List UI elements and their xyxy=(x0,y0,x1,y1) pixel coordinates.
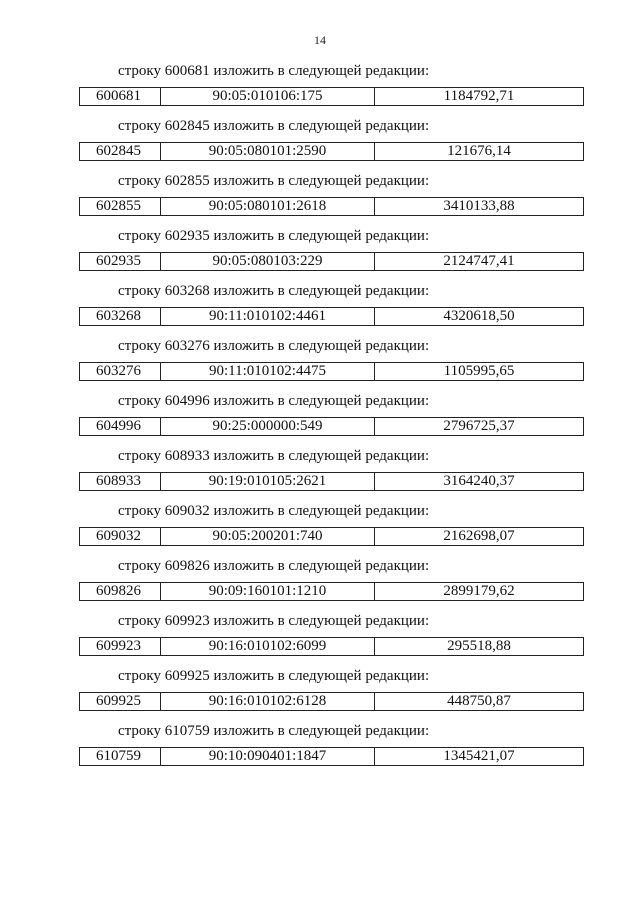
cadastral-number-cell: 90:10:090401:1847 xyxy=(161,748,375,765)
amendment-entry xyxy=(0,608,640,663)
cadastral-value-cell: 121676,14 xyxy=(447,143,511,159)
row-number-cell: 602855 xyxy=(80,198,161,215)
amendment-instruction: строку 610759 изложить в следующей редакции: xyxy=(118,723,430,739)
cadastral-value-cell: 3164240,37 xyxy=(443,473,515,489)
amendment-list xyxy=(0,58,640,773)
amendment-entry xyxy=(0,278,640,333)
table-row xyxy=(79,582,584,601)
row-number-cell: 609923 xyxy=(80,638,161,655)
cadastral-value-cell: 1184792,71 xyxy=(443,88,515,104)
amendment-instruction: строку 602855 изложить в следующей редакции: xyxy=(118,173,430,189)
amendment-instruction: строку 603268 изложить в следующей редакции: xyxy=(118,283,430,299)
row-number-cell: 609925 xyxy=(80,693,161,710)
cadastral-number-cell: 90:05:010106:175 xyxy=(161,88,375,105)
cadastral-value-cell: 2899179,62 xyxy=(443,583,515,599)
table-row xyxy=(79,472,584,491)
cadastral-number-cell: 90:09:160101:1210 xyxy=(161,583,375,600)
cadastral-value-cell: 1345421,07 xyxy=(443,748,515,764)
table-row xyxy=(79,197,584,216)
cadastral-value-cell: 1105995,65 xyxy=(443,363,515,379)
row-number-cell: 608933 xyxy=(80,473,161,490)
cadastral-number-cell: 90:11:010102:4461 xyxy=(161,308,375,325)
amendment-instruction: строку 608933 изложить в следующей редакции: xyxy=(118,448,430,464)
cadastral-value-cell: 3410133,88 xyxy=(443,198,515,214)
amendment-entry xyxy=(0,388,640,443)
cadastral-value-cell: 295518,88 xyxy=(447,638,511,654)
table-row xyxy=(79,747,584,766)
cadastral-value-cell: 2796725,37 xyxy=(443,418,515,434)
row-number-cell: 603276 xyxy=(80,363,161,380)
row-number-cell: 610759 xyxy=(80,748,161,765)
amendment-instruction: строку 602845 изложить в следующей редакции: xyxy=(118,118,430,134)
amendment-instruction: строку 609923 изложить в следующей редакции: xyxy=(118,613,430,629)
cadastral-value-cell: 4320618,50 xyxy=(443,308,515,324)
cadastral-number-cell: 90:05:200201:740 xyxy=(161,528,375,545)
amendment-entry xyxy=(0,498,640,553)
table-row xyxy=(79,87,584,106)
amendment-instruction: строку 609925 изложить в следующей редакции: xyxy=(118,668,430,684)
amendment-instruction: строку 602935 изложить в следующей редакции: xyxy=(118,228,430,244)
amendment-instruction: строку 609826 изложить в следующей редакции: xyxy=(118,558,430,574)
cadastral-number-cell: 90:05:080103:229 xyxy=(161,253,375,270)
amendment-entry xyxy=(0,443,640,498)
cadastral-value-cell: 448750,87 xyxy=(447,693,511,709)
table-row xyxy=(79,142,584,161)
amendment-instruction: строку 600681 изложить в следующей редакции: xyxy=(118,63,430,79)
amendment-entry xyxy=(0,718,640,773)
amendment-instruction: строку 604996 изложить в следующей редакции: xyxy=(118,393,430,409)
amendment-entry xyxy=(0,333,640,388)
amendment-entry xyxy=(0,223,640,278)
table-row xyxy=(79,692,584,711)
amendment-instruction: строку 609032 изложить в следующей редакции: xyxy=(118,503,430,519)
cadastral-number-cell: 90:16:010102:6099 xyxy=(161,638,375,655)
row-number-cell: 602935 xyxy=(80,253,161,270)
table-row xyxy=(79,307,584,326)
table-row xyxy=(79,527,584,546)
cadastral-number-cell: 90:05:080101:2590 xyxy=(161,143,375,160)
table-row xyxy=(79,417,584,436)
row-number-cell: 602845 xyxy=(80,143,161,160)
table-row xyxy=(79,362,584,381)
amendment-entry xyxy=(0,168,640,223)
amendment-entry xyxy=(0,113,640,168)
amendment-instruction: строку 603276 изложить в следующей редакции: xyxy=(118,338,430,354)
row-number-cell: 609826 xyxy=(80,583,161,600)
amendment-entry xyxy=(0,663,640,718)
cadastral-number-cell: 90:25:000000:549 xyxy=(161,418,375,435)
table-row xyxy=(79,252,584,271)
cadastral-number-cell: 90:19:010105:2621 xyxy=(161,473,375,490)
cadastral-value-cell: 2162698,07 xyxy=(443,528,515,544)
page-number: 14 xyxy=(314,33,326,47)
row-number-cell: 609032 xyxy=(80,528,161,545)
row-number-cell: 603268 xyxy=(80,308,161,325)
cadastral-number-cell: 90:05:080101:2618 xyxy=(161,198,375,215)
table-row xyxy=(79,637,584,656)
row-number-cell: 600681 xyxy=(80,88,161,105)
cadastral-number-cell: 90:11:010102:4475 xyxy=(161,363,375,380)
amendment-entry xyxy=(0,58,640,113)
cadastral-value-cell: 2124747,41 xyxy=(443,253,515,269)
row-number-cell: 604996 xyxy=(80,418,161,435)
cadastral-number-cell: 90:16:010102:6128 xyxy=(161,693,375,710)
amendment-entry xyxy=(0,553,640,608)
